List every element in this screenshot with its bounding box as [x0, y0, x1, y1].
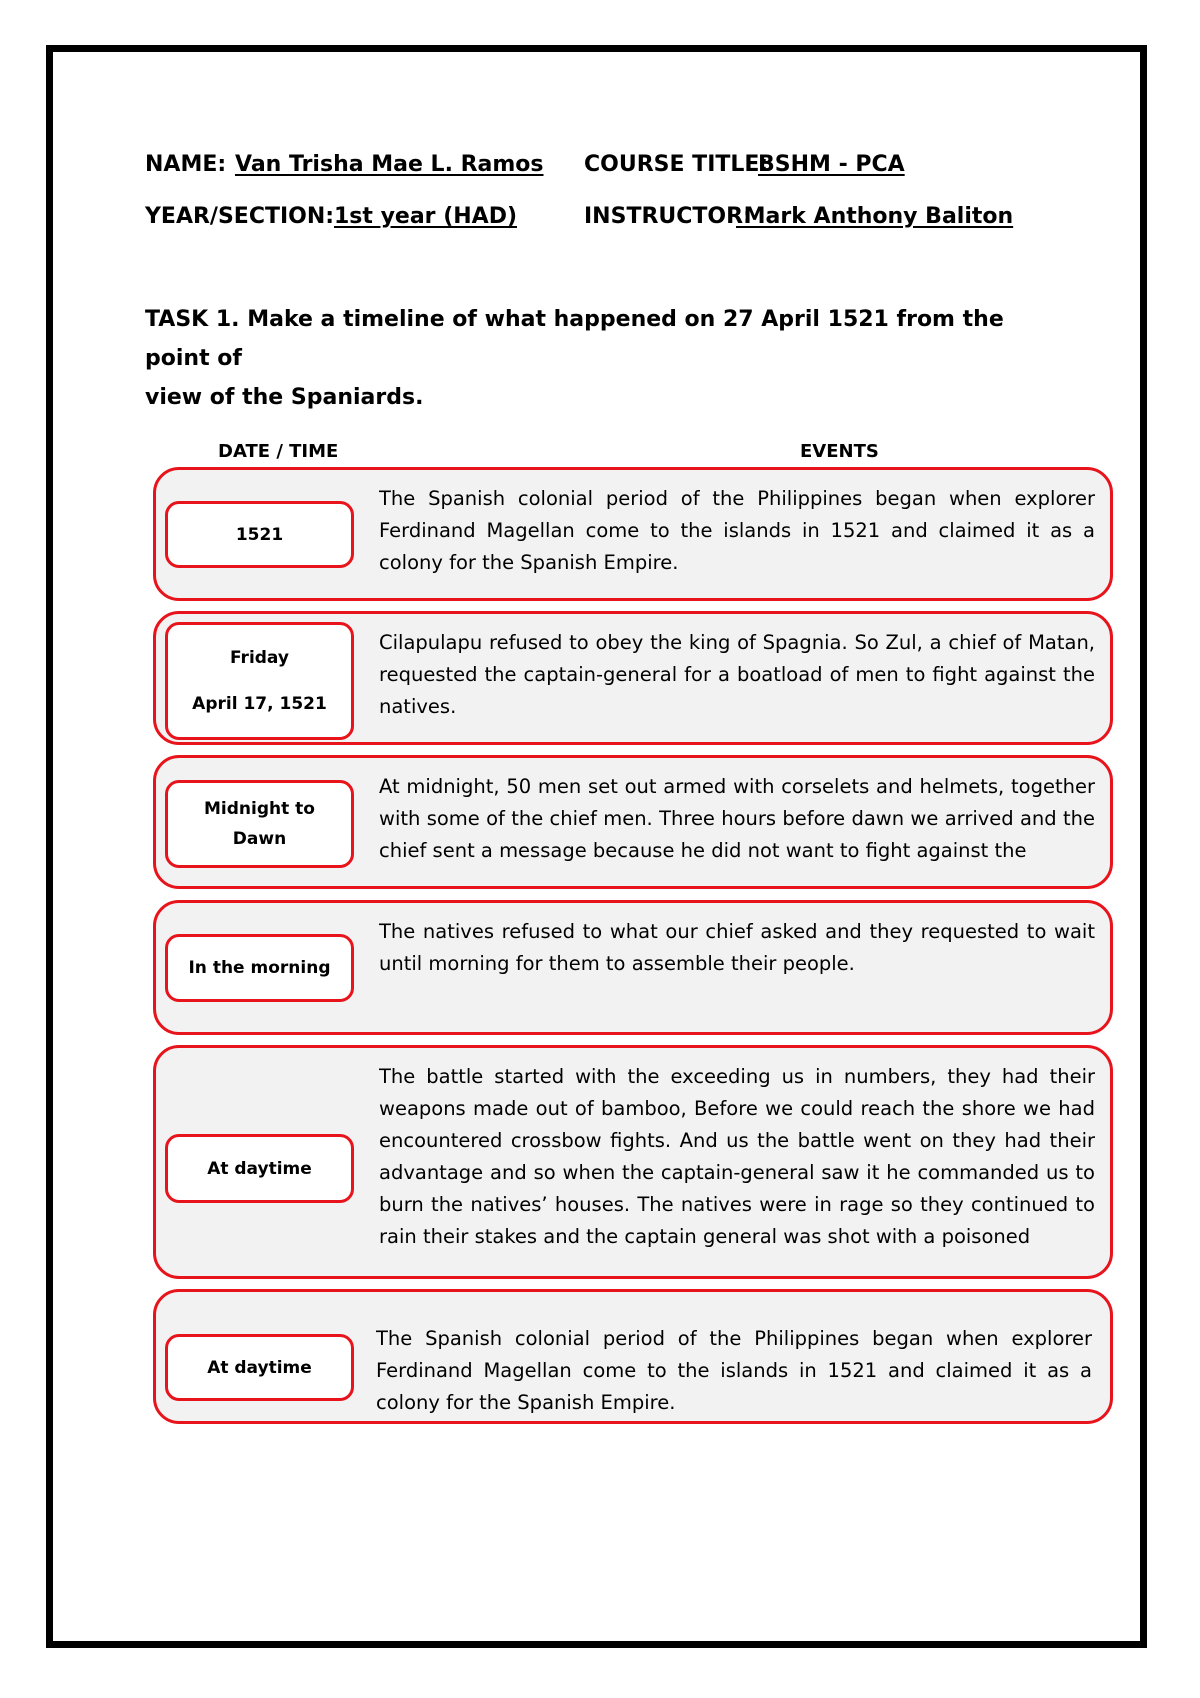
date-box: [165, 622, 354, 740]
date-box: [165, 1334, 354, 1401]
date-box: [165, 780, 354, 868]
instructor-label: INSTRUCTOR:: [584, 204, 752, 229]
course-title-value: BSHM - PCA: [758, 152, 905, 177]
date-box: [165, 501, 354, 568]
instructor-value: Mark Anthony Baliton: [736, 204, 1014, 229]
date-text: Dawn: [232, 829, 287, 849]
event-description: The Spanish colonial period of the Philippines began when explorer Ferdinand Magellan come to the islands in 1521 and claimed it as a colony for the Spanish Empire.: [379, 487, 1095, 574]
date-time-column-header: DATE / TIME: [218, 441, 339, 462]
event-description: Cilapulapu refused to obey the king of Spagnia. So Zul, a chief of Matan, requested the captain-general for a boatload of men to fight against the natives.: [379, 631, 1095, 718]
date-text: April 17, 1521: [192, 694, 327, 714]
name-value: Van Trisha Mae L. Ramos: [235, 152, 544, 177]
timeline-row: [153, 467, 1113, 601]
event-description: The Spanish colonial period of the Philippines began when explorer Ferdinand Magellan come to the islands in 1521 and claimed it as a colony for the Spanish Empire.: [376, 1327, 1092, 1414]
year-section-value: 1st year (HAD): [334, 204, 518, 229]
date-text: Midnight to: [204, 799, 315, 819]
date-text: At daytime: [207, 1158, 312, 1179]
events-column-header: EVENTS: [800, 441, 879, 462]
timeline-row: [153, 1045, 1113, 1279]
name-label: NAME:: [145, 152, 227, 177]
task-instructions: [145, 300, 1075, 417]
event-description: At midnight, 50 men set out armed with corselets and helmets, together with some of the chief men. Three hours before dawn we arrived and the chief sent a message because he did not want to fight against the: [379, 775, 1095, 862]
date-box: [165, 934, 354, 1002]
course-title-label: COURSE TITLE:: [584, 152, 769, 177]
event-description: The battle started with the exceeding us in numbers, they had their weapons made out of bamboo, Before we could reach the shore we had encountered crossbow fights. And us the battle went on they had their advantage and so when the captain-general saw it he commanded us to burn the natives’ houses. The natives were in rage so they continued to rain their stakes and the captain general was shot with a poisoned: [379, 1065, 1095, 1248]
timeline-row: [153, 755, 1113, 889]
date-box: [165, 1134, 354, 1203]
date-text: At daytime: [207, 1357, 312, 1378]
task-line-2: view of the Spaniards.: [145, 385, 424, 410]
date-text: 1521: [235, 524, 284, 545]
event-description: The natives refused to what our chief asked and they requested to wait until morning for them to assemble their people.: [379, 920, 1095, 975]
timeline-row: [153, 611, 1113, 745]
timeline-row: [153, 900, 1113, 1035]
date-text: Friday: [230, 648, 289, 668]
date-text: In the morning: [188, 958, 331, 978]
task-line-1: TASK 1. Make a timeline of what happened on 27 April 1521 from the point of: [145, 307, 1004, 371]
year-section-label: YEAR/SECTION:: [145, 204, 335, 229]
timeline-row: [153, 1289, 1113, 1424]
